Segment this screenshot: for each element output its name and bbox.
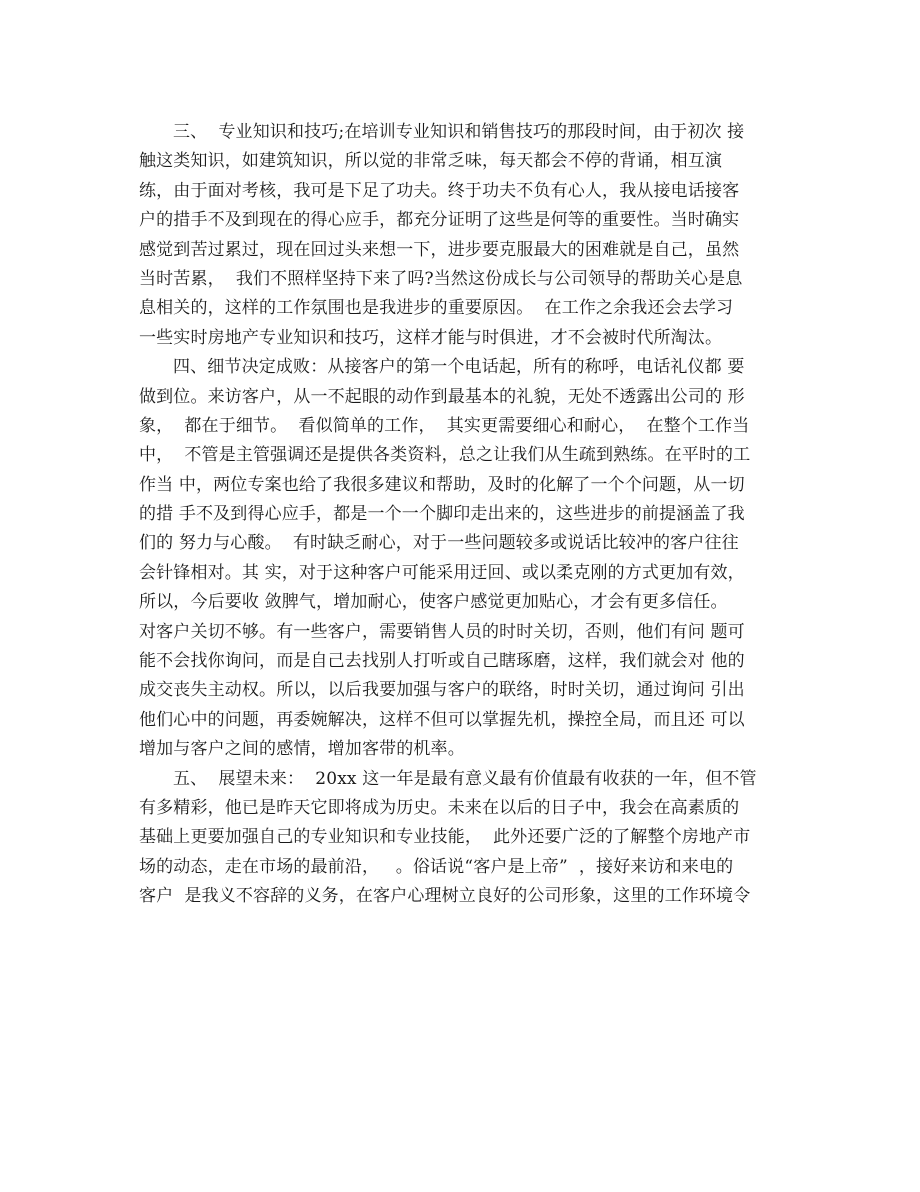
text-line: 有多精彩，他已是昨天它即将成为历史。未来在以后的日子中，我会在高素质的: [139, 797, 740, 818]
text-line: 场的动态，走在市场的最前沿， 。俗话说“客户是上帝” ，接好来访和来电的: [139, 856, 734, 877]
text-line: 中， 不管是主管强调还是提供各类资料，总之让我们从生疏到熟练。在平时的工: [139, 445, 751, 466]
paragraph-outlook: [139, 765, 785, 912]
text-line: 做到位。来访客户，从一不起眼的动作到最基本的礼貌，无处不透露出公司的 形: [139, 386, 745, 407]
text-line: 成交丧失主动权。所以，以后我要加强与客户的联络，时时关切，通过询问 引出: [139, 680, 745, 701]
text-line: 户的措手不及到现在的得心应手，都充分证明了这些是何等的重要性。当时确实: [139, 210, 740, 231]
text-line: 五、 展望未来： 20xx 这一年是最有意义最有价值最有收获的一年，但不管: [173, 768, 757, 789]
text-line: 息相关的，这样的工作氛围也是我进步的重要原因。 在工作之余我还会去学习: [139, 298, 734, 319]
text-line: 能不会找你询问，而是自己去找别人打听或自己瞎琢磨，这样，我们就会对 他的: [139, 651, 745, 672]
paragraph-professional-knowledge: [139, 118, 785, 353]
text-line: 的措 手不及到得心应手，都是一个一个脚印走出来的，这些进步的前提涵盖了我: [139, 504, 745, 525]
text-line: 增加与客户之间的感情，增加客带的机率。: [139, 739, 465, 760]
text-line: 象， 都在于细节。 看似简单的工作， 其实更需要细心和耐心， 在整个工作当: [139, 415, 750, 436]
text-line: 三、 专业知识和技巧;在培训专业知识和销售技巧的那段时间，由于初次 接: [173, 122, 745, 142]
text-line: 四、细节决定成败：从接客户的第一个电话起，所有的称呼，电话礼仪都 要: [173, 357, 745, 378]
text-line: 客户 是我义不容辞的义务，在客户心理树立良好的公司形象，这里的工作环境令: [139, 886, 751, 907]
document-body: [139, 118, 785, 912]
text-line: 对客户关切不够。有一些客户，需要销售人员的时时关切，否则，他们有问 题可: [139, 621, 745, 642]
text-line: 练，由于面对考核，我可是下足了功夫。终于功夫不负有心人，我从接电话接客: [139, 180, 740, 201]
text-line: 们的 努力与心酸。 有时缺乏耐心，对于一些问题较多或说话比较冲的客户往往: [139, 533, 739, 554]
text-line: 感觉到苦过累过，现在回过头来想一下，进步要克服最大的困难就是自己，虽然: [139, 239, 740, 260]
text-line: 作当 中，两位专案也给了我很多建议和帮助，及时的化解了一个个问题，从一切: [139, 474, 745, 495]
text-line: 基础上更要加强自己的专业知识和专业技能， 此外还要广泛的了解整个房地产市: [139, 827, 751, 848]
text-line: 一些实时房地产专业知识和技巧，这样才能与时俱进，才不会被时代所淘汰。: [139, 327, 723, 348]
text-line: 触这类知识，如建筑知识，所以觉的非常乏味，每天都会不停的背诵，相互演: [139, 151, 723, 172]
paragraph-details-matter: [139, 353, 785, 764]
text-line: 他们心中的问题，再委婉解决，这样不但可以掌握先机，操控全局，而且还 可以: [139, 709, 745, 730]
text-line: 会针锋相对。其 实，对于这种客户可能采用迂回、或以柔克刚的方式更加有效，: [139, 562, 745, 583]
text-line: 所以，今后要收 敛脾气，增加耐心，使客户感觉更加贴心，才会有更多信任。: [139, 592, 728, 613]
text-line: 当时苦累， 我们不照样坚持下来了吗?当然这份成长与公司领导的帮助关心是息: [139, 268, 743, 289]
